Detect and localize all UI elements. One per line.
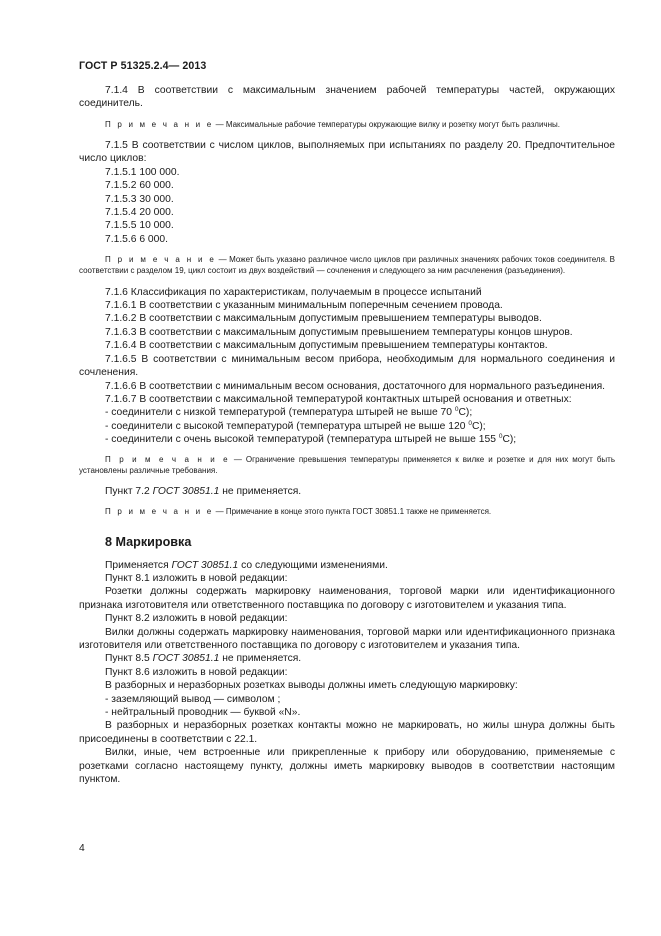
para-8-6-contacts: В разборных и неразборных розетках контакты можно не маркировать, но жилы шнура должны быть присоединены в соответствии с 22.1.: [79, 720, 615, 745]
cycle-item: 7.1.5.1 100 000.: [105, 166, 180, 178]
earth-terminal-item: - заземляющий вывод — символом ;: [105, 693, 281, 705]
note-7-1-6-7: [79, 454, 615, 476]
para-7-1-6-5: 7.1.6.5 В соответствии с минимальным весом прибора, необходимым для нормального соединения и сочленения.: [79, 353, 615, 379]
para-7-2: Пункт 7.2 ГОСТ 30851.1 не применяется.: [105, 485, 302, 497]
note-7-2: [79, 506, 615, 517]
note-label: П р и м е ч а н и е: [105, 507, 214, 517]
para-8-6-plugs: Вилки, иные, чем встроенные или прикрепленные к прибору или оборудованию, применяемые с розетками согласно настоящему пункту, должны иметь маркировку выводов в соответствии настоящим пунктом.: [79, 747, 615, 786]
note-text: — Может быть указано различное число циклов при различных значениях рабочих токов соединителя. В соответствии с разделом 19, цикл состоит из двух воздействий — сочленения и следующего за ним расчленения (разъединения).: [79, 255, 616, 276]
note-label: П р и м е ч а н и е: [105, 454, 230, 464]
para-7-1-6-7: 7.1.6.7 В соответствии с максимальной температурой контактных штырей основания и ответных:: [105, 393, 572, 405]
standard-header: ГОСТ Р 51325.2.4— 2013: [79, 60, 207, 72]
document-body: [79, 84, 615, 786]
para-7-1-4: 7.1.4 В соответствии с максимальным значением рабочей температуры частей, окружающих соединитель.: [79, 85, 615, 110]
para-7-1-6-6: 7.1.6.6 В соответствии с минимальным весом основания, достаточного для нормального разъединения.: [105, 380, 606, 392]
para-7-1-6-3: 7.1.6.3 В соответствии с максимальным допустимым превышением температуры концов шнуров.: [105, 326, 573, 338]
neutral-item: - нейтральный проводник — буквой «N».: [105, 707, 301, 719]
para-8-6-text: В разборных и неразборных розетках выводы должны иметь следующую маркировку:: [105, 680, 518, 692]
standard-reference: ГОСТ 30851.1: [152, 485, 220, 497]
section-8-intro: Применяется ГОСТ 30851.1 со следующими изменениями.: [105, 559, 388, 571]
para-7-1-6-4: 7.1.6.4 В соответствии с максимальным допустимым превышением температуры контактов.: [105, 340, 548, 352]
temperature-item: - соединители с очень высокой температурой (температура штырей не выше 155 $^0$C);: [105, 433, 517, 446]
cycle-item: 7.1.5.3 30 000.: [105, 193, 174, 205]
cycle-item: 7.1.5.5 10 000.: [105, 220, 174, 232]
note-7-1-4: [79, 119, 615, 130]
note-text: — Максимальные рабочие температуры окружающие вилку и розетку могут быть различны.: [215, 119, 560, 129]
note-label: П р и м е ч а н и е: [105, 119, 214, 129]
page-number: 4: [79, 843, 85, 854]
para-8-1-instruction: Пункт 8.1 изложить в новой редакции:: [105, 572, 288, 584]
standard-reference: ГОСТ 30851.1: [152, 653, 220, 665]
temperature-item: - соединители с низкой температурой (температура штырей не выше 70 $^0$C);: [105, 406, 473, 419]
para-8-6-instruction: Пункт 8.6 изложить в новой редакции:: [105, 666, 288, 678]
para-7-1-6: 7.1.6 Классификация по характеристикам, получаемым в процессе испытаний: [105, 286, 482, 298]
cycle-item: 7.1.5.2 60 000.: [105, 180, 174, 192]
para-8-2-text: Вилки должны содержать маркировку наименования, торговой марки или идентификационного признака изготовителя или ответственного поставщика по договору с изготовителем и указания типа.: [79, 626, 615, 651]
para-8-2-instruction: Пункт 8.2 изложить в новой редакции:: [105, 613, 288, 625]
standard-reference: ГОСТ 30851.1: [171, 559, 239, 571]
para-8-1-text: Розетки должны содержать маркировку наименования, торговой марки или идентификационного признака изготовителя или ответственного поставщика по договору с изготовителем и указания типа.: [79, 586, 615, 611]
cycle-item: 7.1.5.6 6 000.: [105, 233, 168, 245]
para-7-1-5: 7.1.5 В соответствии с числом циклов, выполняемых при испытаниях по разделу 20. Предпочтительное число циклов:: [79, 140, 615, 165]
temperature-item: - соединители с высокой температурой (температура штырей не выше 120 $^0$C);: [105, 419, 486, 432]
note-text: — Примечание в конце этого пункта ГОСТ 30851.1 также не применяется.: [215, 507, 492, 517]
note-text: — Ограничение превышения температуры применяется к вилке и розетке и для них могут быть установлены различные требования.: [79, 454, 616, 475]
note-7-1-5: [79, 254, 615, 276]
cycle-item: 7.1.5.4 20 000.: [105, 207, 174, 219]
note-label: П р и м е ч а н и е: [105, 255, 217, 265]
section-8-title: 8 Маркировка: [105, 534, 192, 549]
para-7-1-6-2: 7.1.6.2 В соответствии с максимальным допустимым превышением температуры выводов.: [105, 313, 542, 325]
para-7-1-6-1: 7.1.6.1 В соответствии с указанным минимальным поперечным сечением провода.: [105, 300, 503, 312]
para-8-5: Пункт 8.5 ГОСТ 30851.1 не применяется.: [105, 653, 302, 665]
